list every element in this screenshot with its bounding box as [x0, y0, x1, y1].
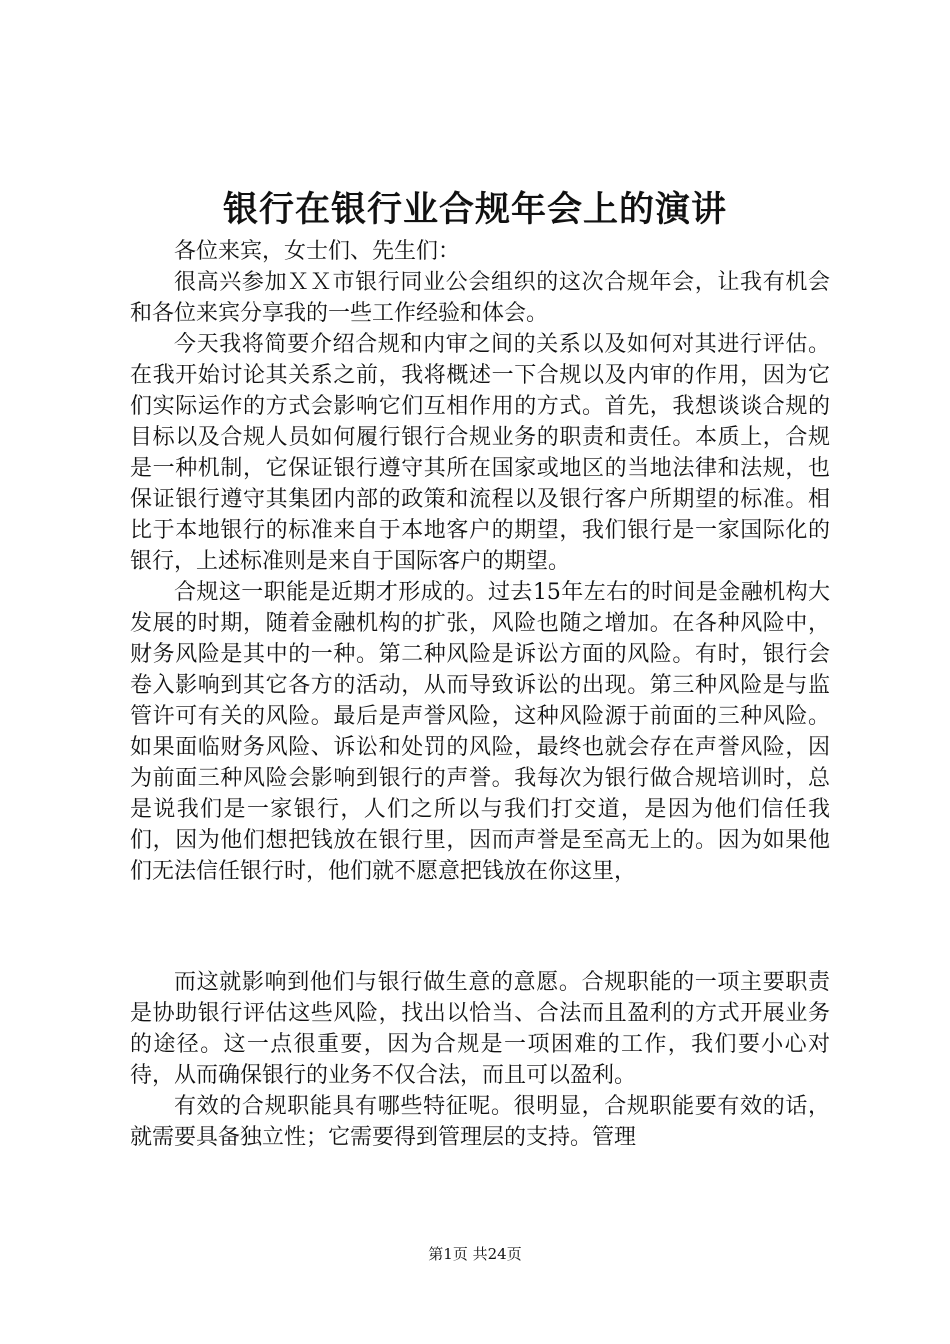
- document-title: 银行在银行业合规年会上的演讲: [222, 189, 727, 230]
- paragraph: 今天我将简要介绍合规和内审之间的关系以及如何对其进行评估。在我开始讨论其关系之前，我将概述一下合规以及内审的作用，因为它们实际运作的方式会影响它们互相作用的方式。首先，我想谈谈合规的目标以及合规人员如何履行银行合规业务的职责和责任。本质上，合规是一种机制，它保证银行遵守其所在国家或地区的当地法律和法规，也保证银行遵守其集团内部的政策和流程以及银行客户所期望的标准。相比于本地银行的标准来自于本地客户的期望，我们银行是一家国际化的银行，上述标准则是来自于国际客户的期望。: [130, 332, 830, 574]
- paragraph: 很高兴参加ＸＸ市银行同业公会组织的这次合规年会，让我有机会和各位来宾分享我的一些工作经验和体会。: [130, 270, 830, 326]
- page-number-footer: 第1页 共24页: [428, 1245, 522, 1263]
- body-text-block-2: [130, 967, 830, 1153]
- body-text-block-1: [130, 236, 830, 887]
- paragraph: 有效的合规职能具有哪些特征呢。很明显，合规职能要有效的话，就需要具备独立性；它需要得到管理层的支持。管理: [130, 1094, 830, 1150]
- paragraph-greeting: 各位来宾，女士们、先生们：: [174, 239, 461, 264]
- paragraph: 而这就影响到他们与银行做生意的意愿。合规职能的一项主要职责是协助银行评估这些风险，找出以恰当、合法而且盈利的方式开展业务的途径。这一点很重要，因为合规是一项困难的工作，我们要小心对待，从而确保银行的业务不仅合法，而且可以盈利。: [130, 970, 830, 1088]
- paragraph: 合规这一职能是近期才形成的。过去15年左右的时间是金融机构大发展的时期，随着金融机构的扩张，风险也随之增加。在各种风险中，财务风险是其中的一种。第二种风险是诉讼方面的风险。有时，银行会卷入影响到其它各方的活动，从而导致诉讼的出现。第三种风险是与监管许可有关的风险。最后是声誉风险，这种风险源于前面的三种风险。如果面临财务风险、诉讼和处罚的风险，最终也就会存在声誉风险，因为前面三种风险会影响到银行的声誉。我每次为银行做合规培训时，总是说我们是一家银行，人们之所以与我们打交道，是因为他们信任我们，因为他们想把钱放在银行里，因而声誉是至高无上的。因为如果他们无法信任银行时，他们就不愿意把钱放在你这里，: [130, 580, 830, 884]
